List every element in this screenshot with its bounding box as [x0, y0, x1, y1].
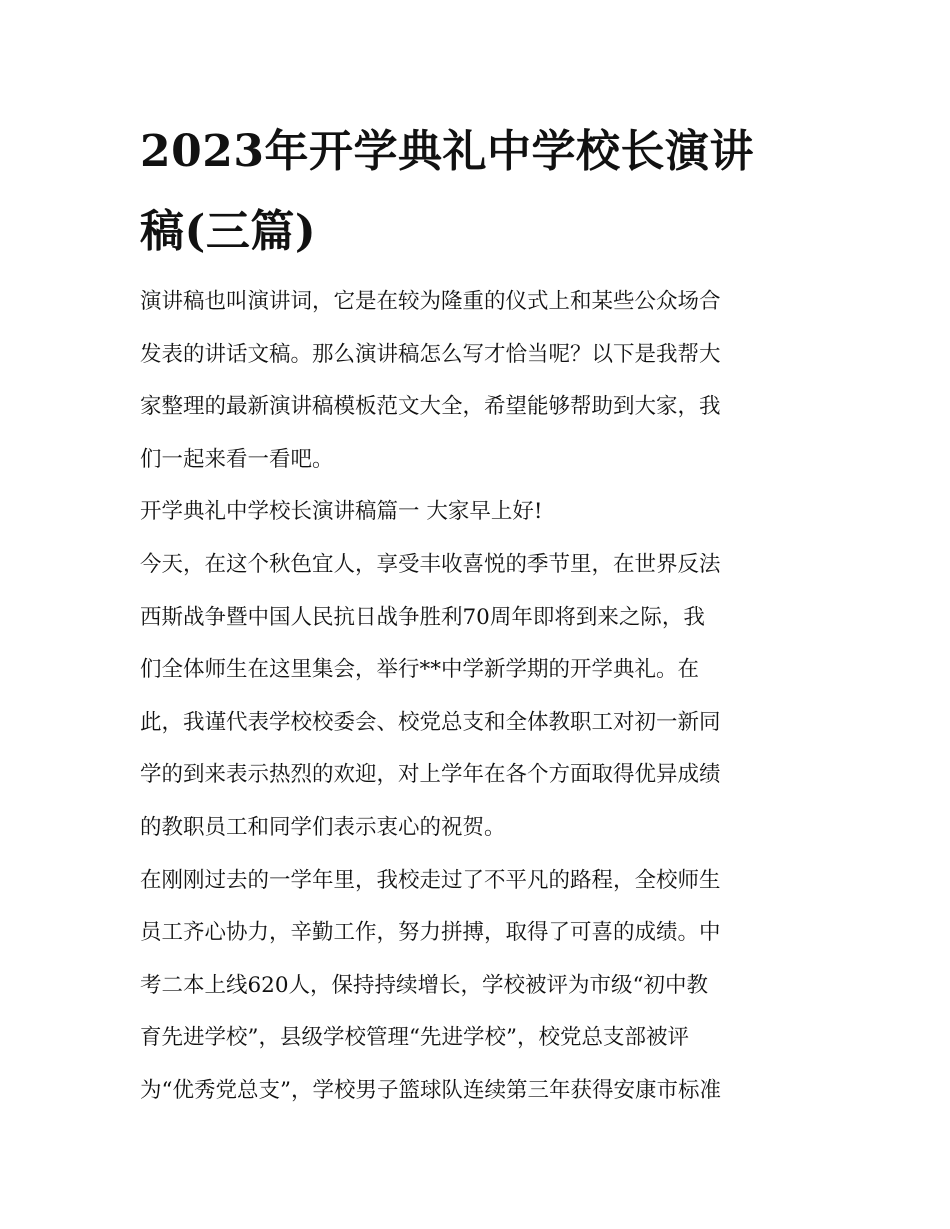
paragraph-line: 今天，在这个秋色宜人，享受丰收喜悦的季节里，在世界反法 — [140, 551, 721, 577]
intro-line: 发表的讲话文稿。那么演讲稿怎么写才恰当呢？以下是我帮大 — [140, 341, 721, 367]
intro-paragraph — [140, 276, 812, 486]
paragraph-line: 学的到来表示热烈的欢迎，对上学年在各个方面取得优异成绩 — [140, 762, 721, 788]
paragraph-2 — [140, 855, 812, 1118]
paragraph-line: 育先进学校”，县级学校管理“先进学校”，校党总支部被评 — [140, 1025, 689, 1051]
title-line: 稿(三篇) — [140, 206, 317, 257]
paragraph-line: 此，我谨代表学校校委会、校党总支和全体教职工对初一新同 — [140, 709, 721, 735]
paragraph-line: 为“优秀党总支”，学校男子篮球队连续第三年获得安康市标准 — [140, 1077, 721, 1103]
intro-line: 们一起来看一看吧。 — [140, 446, 334, 472]
paragraph-line: 员工齐心协力，辛勤工作，努力拼搏，取得了可喜的成绩。中 — [140, 920, 721, 946]
intro-line: 演讲稿也叫演讲词，它是在较为隆重的仪式上和某些公众场合 — [140, 289, 721, 314]
paragraph-line: 在刚刚过去的一学年里，我校走过了不平凡的路程，全校师生 — [140, 867, 721, 893]
section-heading: 开学典礼中学校长演讲稿篇一 大家早上好! — [140, 499, 543, 525]
document-title — [140, 112, 812, 272]
paragraph-line: 的教职员工和同学们表示衷心的祝贺。 — [140, 814, 506, 840]
paragraph-line: 西斯战争暨中国人民抗日战争胜利70周年即将到来之际，我 — [140, 604, 705, 630]
document-body — [140, 112, 812, 1118]
paragraph-line: 们全体师生在这里集会，举行**中学新学期的开学典礼。在 — [140, 657, 700, 683]
intro-line: 家整理的最新演讲稿模板范文大全，希望能够帮助到大家，我 — [140, 394, 721, 420]
paragraph-1 — [140, 539, 812, 855]
title-line: 2023年开学典礼中学校长演讲 — [140, 126, 754, 177]
paragraph-line: 考二本上线620人，保持持续增长，学校被评为市级“初中教 — [140, 972, 709, 998]
